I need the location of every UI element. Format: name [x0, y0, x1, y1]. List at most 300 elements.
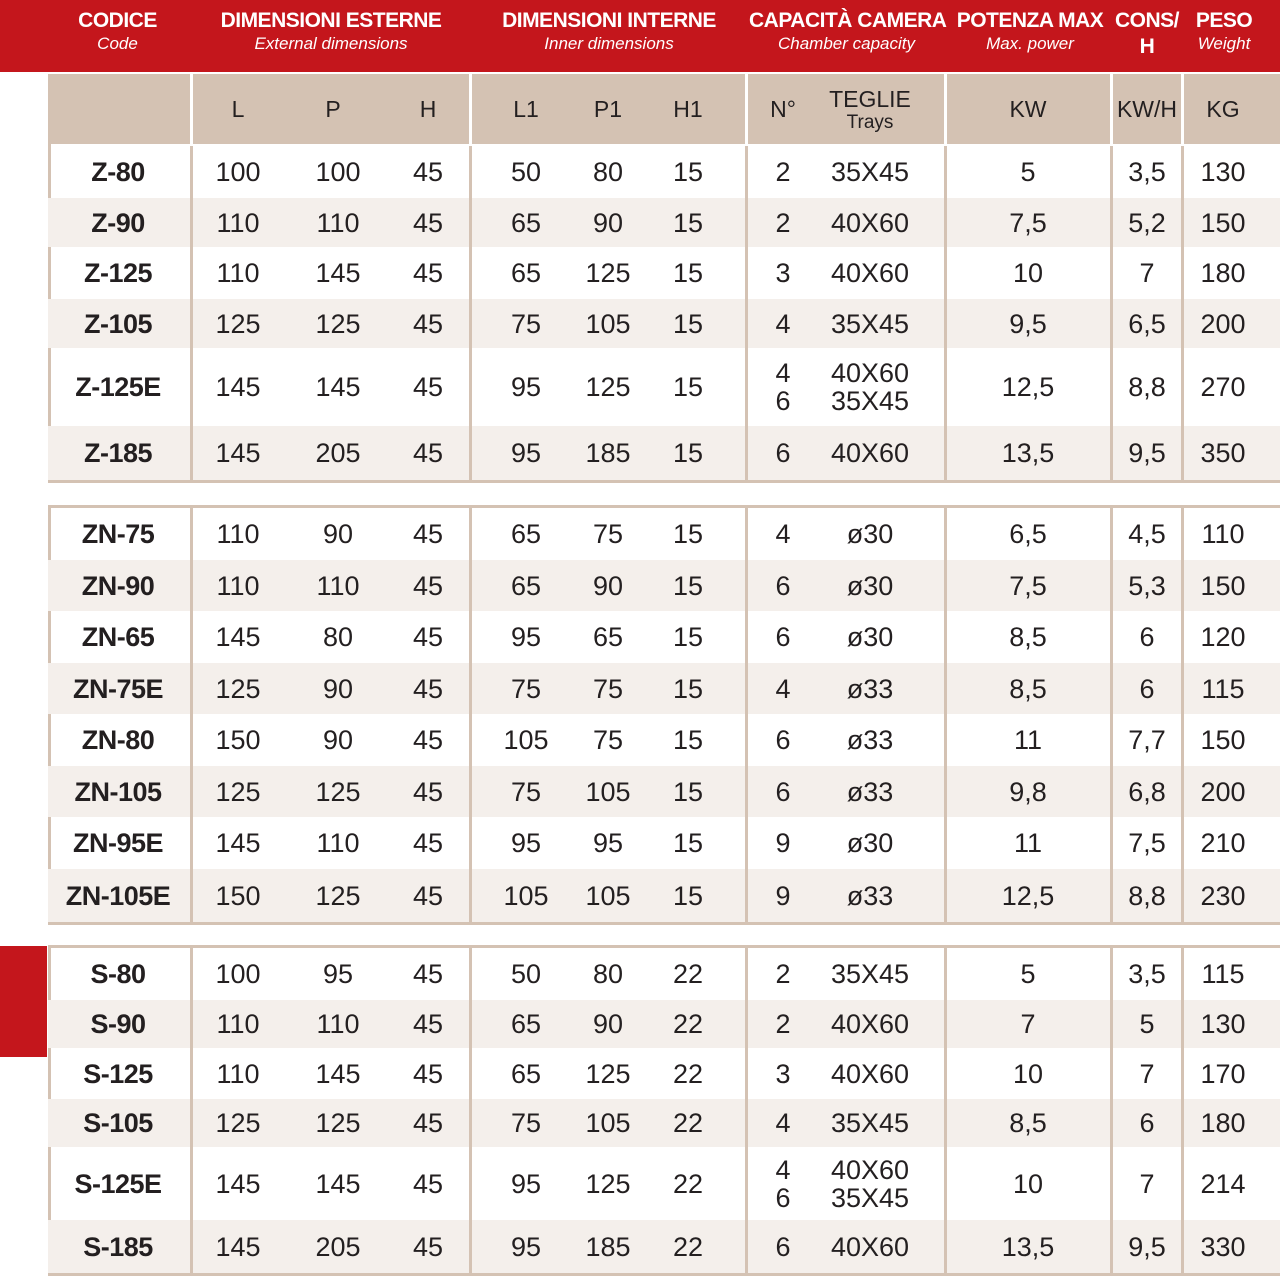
cell-trays	[820, 1220, 920, 1273]
column-divider	[745, 948, 748, 1273]
cell-trays	[820, 146, 920, 198]
subheader-P1: P1	[593, 95, 623, 122]
table-row	[48, 299, 1280, 348]
header-inner-subtitle: Inner dimensions	[544, 34, 674, 53]
column-divider	[745, 508, 748, 922]
cell-line: ø30	[846, 570, 894, 601]
cell-P: 205	[315, 1231, 361, 1262]
table-row	[48, 948, 1280, 1000]
column-divider	[1110, 146, 1113, 480]
cell-line: 6	[775, 622, 791, 652]
subheader-L: L	[231, 95, 245, 122]
cell-line: 4	[775, 308, 791, 339]
cell-kwh: 6,8	[1128, 776, 1166, 807]
cell-P: 205	[315, 438, 361, 468]
cell-trays	[820, 560, 920, 611]
header-code-subtitle: Code	[97, 34, 138, 53]
cell-P1: 90	[592, 1009, 624, 1039]
cell-L: 125	[215, 776, 261, 807]
cell-n	[753, 1099, 813, 1147]
column-divider	[190, 948, 193, 1273]
cell-P: 125	[315, 1108, 361, 1138]
cell-line: 6	[775, 570, 791, 601]
subheader-divider	[1181, 74, 1184, 144]
cell-kg: 110	[1201, 519, 1245, 549]
cell-H: 45	[412, 725, 444, 755]
cell-H: 45	[412, 959, 444, 989]
cell-L: 145	[215, 1168, 261, 1199]
cell-line: 6	[775, 386, 791, 416]
cell-P1: 185	[585, 1231, 631, 1262]
header-weight-title: PESO	[1195, 9, 1253, 32]
cell-trays	[820, 869, 920, 922]
cell-H: 45	[412, 372, 444, 402]
cell-line: 9	[775, 828, 791, 858]
cell-n	[753, 1220, 813, 1273]
cell-kwh: 8,8	[1128, 880, 1166, 911]
cell-L1: 95	[510, 438, 542, 468]
cell-H1: 22	[672, 1009, 704, 1039]
cell-line: ø30	[846, 622, 894, 652]
cell-L1: 75	[510, 308, 542, 339]
cell-P: 145	[315, 258, 361, 288]
subheader-P: P	[325, 95, 341, 122]
header-chamber-subtitle: Chamber capacity	[777, 34, 915, 53]
cell-trays	[820, 426, 920, 480]
cell-kg: 180	[1200, 258, 1246, 288]
cell-H1: 22	[672, 959, 704, 989]
cell-P1: 105	[585, 308, 631, 339]
cell-trays	[820, 766, 920, 817]
cell-code: S-185	[83, 1231, 153, 1262]
cell-L: 110	[216, 519, 260, 549]
cell-line: 35X45	[830, 157, 910, 187]
cell-n	[753, 948, 813, 1000]
header-cons	[1112, 8, 1182, 60]
cell-kg: 150	[1200, 570, 1246, 601]
subheader-kwh: KW/H	[1116, 95, 1178, 122]
header-inner	[473, 8, 745, 54]
cell-P1: 80	[592, 157, 624, 187]
cell-kwh: 5	[1139, 1009, 1155, 1039]
cell-kwh: 6	[1139, 1108, 1155, 1138]
cell-kw: 12,5	[1001, 372, 1055, 402]
subheader-L1: L1	[513, 95, 539, 122]
cell-line: 35X45	[830, 386, 910, 416]
cell-kw: 10	[1012, 1058, 1044, 1089]
cell-P: 110	[316, 828, 360, 858]
cell-H1: 15	[672, 519, 704, 549]
cell-L1: 65	[510, 570, 542, 601]
cell-n	[753, 714, 813, 766]
cell-kg: 115	[1201, 959, 1245, 989]
cell-trays	[820, 1099, 920, 1147]
cell-H1: 22	[672, 1058, 704, 1089]
cell-L1: 65	[510, 258, 542, 288]
cell-L: 125	[215, 673, 261, 704]
cell-H1: 15	[672, 673, 704, 704]
cell-L1: 95	[510, 622, 542, 652]
column-divider	[190, 508, 193, 922]
cell-kw: 5	[1020, 959, 1036, 989]
cell-H: 45	[412, 622, 444, 652]
header-external	[195, 8, 467, 54]
cell-L1: 95	[510, 372, 542, 402]
cell-L1: 105	[503, 880, 549, 911]
cell-n	[753, 1048, 813, 1099]
cell-P1: 105	[585, 880, 631, 911]
cell-H: 45	[412, 880, 444, 911]
cell-n	[753, 766, 813, 817]
cell-P1: 125	[585, 1168, 631, 1199]
cell-trays	[820, 948, 920, 1000]
cell-P: 145	[315, 372, 361, 402]
cell-line: 6	[775, 1182, 791, 1213]
cell-P1: 125	[585, 258, 631, 288]
cell-L: 145	[215, 372, 261, 402]
cell-kw: 11	[1013, 725, 1043, 755]
header-code	[55, 8, 180, 54]
subheader-H1: H1	[673, 95, 703, 122]
cell-line: 6	[775, 725, 791, 755]
cell-kw: 5	[1020, 157, 1036, 187]
cell-kwh: 3,5	[1128, 157, 1166, 187]
cell-line: 3	[775, 258, 791, 288]
column-subheader	[48, 74, 1280, 144]
cell-line: 2	[775, 959, 791, 989]
column-divider	[944, 948, 947, 1273]
cell-code: S-90	[90, 1009, 146, 1039]
cell-kw: 6,5	[1009, 519, 1047, 549]
column-divider	[1110, 948, 1113, 1273]
cell-code: ZN-95E	[72, 828, 164, 858]
cell-kw: 13,5	[1001, 1231, 1055, 1262]
cell-trays	[820, 1000, 920, 1048]
subheader-divider	[190, 74, 193, 144]
cell-trays	[820, 198, 920, 247]
cell-kg: 330	[1200, 1231, 1246, 1262]
cell-code: S-125E	[74, 1168, 162, 1199]
cell-H1: 15	[672, 622, 704, 652]
cell-kw: 7,5	[1009, 570, 1047, 601]
table-row	[48, 817, 1280, 869]
cell-trays	[820, 1147, 920, 1220]
cell-line: 40X60	[830, 1009, 910, 1039]
cell-kw: 8,5	[1009, 673, 1047, 704]
table-row	[48, 247, 1280, 299]
subheader-divider	[469, 74, 472, 144]
cell-kw: 10	[1012, 258, 1044, 288]
cell-code: ZN-80	[81, 725, 155, 755]
cell-n	[753, 508, 813, 560]
header-weight	[1186, 8, 1262, 54]
cell-P: 80	[322, 622, 354, 652]
header-inner-title: DIMENSIONI INTERNE	[502, 9, 716, 32]
cell-H: 45	[412, 258, 444, 288]
cell-L1: 65	[510, 1009, 542, 1039]
cell-trays	[820, 611, 920, 663]
cell-line: ø33	[846, 880, 894, 911]
cell-H1: 15	[672, 570, 704, 601]
cell-code: S-105	[83, 1108, 153, 1138]
table-row	[48, 869, 1280, 922]
column-divider	[944, 146, 947, 480]
cell-line: 40X60	[830, 358, 910, 388]
cell-H: 45	[412, 157, 444, 187]
column-divider	[469, 948, 472, 1273]
cell-P1: 75	[592, 519, 624, 549]
cell-kg: 130	[1200, 1009, 1246, 1039]
cell-P1: 90	[592, 570, 624, 601]
cell-line: 9	[775, 880, 791, 911]
subheader-trays-title: TEGLIE	[829, 85, 911, 112]
cell-kg: 230	[1200, 880, 1246, 911]
cell-kw: 8,5	[1009, 622, 1047, 652]
cell-L1: 65	[510, 519, 542, 549]
cell-line: 35X45	[830, 1182, 910, 1213]
cell-code: ZN-90	[81, 570, 155, 601]
cell-kwh: 7,5	[1128, 828, 1166, 858]
table-header-bar	[0, 0, 1280, 72]
section-tab-marker	[0, 946, 47, 1057]
cell-H: 45	[412, 1108, 444, 1138]
cell-kg: 210	[1200, 828, 1246, 858]
header-cons-subtitle: H	[1139, 35, 1155, 58]
cell-n	[753, 560, 813, 611]
cell-line: 40X60	[830, 207, 910, 238]
cell-kw: 10	[1012, 1168, 1044, 1199]
subheader-trays-subtitle: Trays	[846, 111, 894, 133]
cell-line: 40X60	[830, 1058, 910, 1089]
column-divider	[1181, 508, 1184, 922]
cell-kwh: 7	[1139, 1168, 1155, 1199]
cell-H1: 15	[672, 828, 704, 858]
cell-kg: 214	[1200, 1168, 1246, 1199]
subheader-kw: KW	[1009, 95, 1047, 122]
cell-kg: 270	[1200, 372, 1246, 402]
cell-code: Z-105	[83, 308, 153, 339]
cell-line: 2	[775, 207, 791, 238]
cell-line: ø33	[846, 725, 894, 755]
cell-line: 2	[775, 1009, 791, 1039]
header-code-title: CODICE	[78, 9, 157, 32]
cell-L: 110	[216, 258, 260, 288]
cell-n	[753, 611, 813, 663]
cell-P1: 125	[585, 372, 631, 402]
subheader-H: H	[419, 95, 437, 122]
column-divider	[944, 508, 947, 922]
header-power-subtitle: Max. power	[986, 34, 1074, 53]
table-row	[48, 766, 1280, 817]
cell-kw: 9,8	[1009, 776, 1047, 807]
cell-line: ø33	[846, 776, 894, 807]
cell-line: 6	[775, 776, 791, 807]
cell-code: S-125	[83, 1058, 153, 1089]
cell-n	[753, 426, 813, 480]
cell-n	[753, 299, 813, 348]
cell-code: ZN-65	[81, 622, 155, 652]
cell-trays	[820, 817, 920, 869]
cell-kwh: 6	[1139, 673, 1155, 704]
cell-L: 145	[215, 622, 261, 652]
subheader-divider	[745, 74, 748, 144]
cell-kg: 170	[1200, 1058, 1246, 1089]
table-row	[48, 1220, 1280, 1273]
cell-H1: 15	[672, 258, 704, 288]
cell-H: 45	[412, 519, 444, 549]
cell-P1: 80	[592, 959, 624, 989]
cell-kwh: 6	[1139, 622, 1155, 652]
cell-line: 3	[775, 1058, 791, 1089]
cell-H1: 15	[672, 207, 704, 238]
cell-line: 35X45	[830, 308, 910, 339]
table-row	[48, 198, 1280, 247]
cell-kg: 150	[1200, 207, 1246, 238]
cell-line: 40X60	[830, 258, 910, 288]
cell-P1: 90	[592, 207, 624, 238]
table-row	[48, 1147, 1280, 1220]
cell-L: 145	[215, 438, 261, 468]
table-row	[48, 560, 1280, 611]
cell-line: 4	[775, 1154, 791, 1185]
column-divider	[469, 146, 472, 480]
cell-L1: 65	[510, 207, 542, 238]
cell-H: 45	[412, 828, 444, 858]
cell-H: 45	[412, 1231, 444, 1262]
cell-line: 4	[775, 358, 791, 388]
cell-kw: 11	[1013, 828, 1043, 858]
cell-P: 100	[315, 157, 361, 187]
table-row	[48, 348, 1280, 426]
cell-n	[753, 817, 813, 869]
table-row	[48, 426, 1280, 480]
cell-n	[753, 348, 813, 426]
header-power-title: POTENZA MAX	[956, 9, 1104, 32]
table-row	[48, 663, 1280, 714]
cell-P: 145	[315, 1168, 361, 1199]
cell-n	[753, 663, 813, 714]
cell-kwh: 9,5	[1128, 1231, 1166, 1262]
cell-H: 45	[412, 1009, 444, 1039]
cell-kg: 200	[1200, 776, 1246, 807]
cell-kg: 120	[1200, 622, 1246, 652]
cell-L: 150	[215, 880, 261, 911]
cell-H1: 15	[672, 776, 704, 807]
table-row	[48, 1048, 1280, 1099]
cell-line: 6	[775, 1231, 791, 1262]
cell-line: 4	[775, 519, 791, 549]
cell-H: 45	[412, 1058, 444, 1089]
cell-kwh: 6,5	[1128, 308, 1166, 339]
cell-L: 150	[215, 725, 261, 755]
cell-kwh: 3,5	[1128, 959, 1166, 989]
cell-P: 95	[322, 959, 354, 989]
cell-code: S-80	[90, 959, 146, 989]
cell-code: Z-125	[83, 258, 153, 288]
header-external-title: DIMENSIONI ESTERNE	[220, 9, 442, 32]
cell-line: 4	[775, 673, 791, 704]
cell-H1: 15	[672, 372, 704, 402]
cell-H: 45	[412, 438, 444, 468]
cell-trays	[820, 348, 920, 426]
cell-kw: 9,5	[1009, 308, 1047, 339]
cell-n	[753, 1000, 813, 1048]
cell-H1: 15	[672, 438, 704, 468]
header-power	[950, 8, 1110, 54]
cell-P: 125	[315, 880, 361, 911]
table-row	[48, 1099, 1280, 1147]
cell-H1: 15	[672, 880, 704, 911]
cell-trays	[820, 663, 920, 714]
subheader-trays	[820, 74, 920, 144]
cell-line: ø30	[846, 828, 894, 858]
cell-trays	[820, 714, 920, 766]
cell-H1: 15	[672, 157, 704, 187]
cell-H: 45	[412, 570, 444, 601]
cell-H1: 15	[672, 308, 704, 339]
cell-line: 40X60	[830, 1154, 910, 1185]
column-divider	[1181, 948, 1184, 1273]
cell-code: ZN-75	[81, 519, 155, 549]
cell-line: 2	[775, 157, 791, 187]
cell-P: 145	[315, 1058, 361, 1089]
cell-L: 125	[215, 308, 261, 339]
cell-P: 90	[322, 519, 354, 549]
cell-P: 90	[322, 725, 354, 755]
cell-L: 145	[215, 1231, 261, 1262]
cell-H: 45	[412, 207, 444, 238]
subheader-kg: KG	[1206, 95, 1240, 122]
cell-line: 6	[775, 438, 791, 468]
cell-code: ZN-75E	[72, 673, 164, 704]
cell-kg: 180	[1200, 1108, 1246, 1138]
cell-line: 35X45	[830, 959, 910, 989]
cell-P: 90	[322, 673, 354, 704]
cell-kg: 200	[1200, 308, 1246, 339]
cell-H1: 15	[672, 725, 704, 755]
cell-code: ZN-105E	[65, 880, 171, 911]
header-external-subtitle: External dimensions	[254, 34, 408, 53]
cell-code: Z-80	[91, 157, 145, 187]
cell-code: Z-185	[83, 438, 153, 468]
cell-line: ø30	[846, 519, 894, 549]
cell-L1: 95	[510, 828, 542, 858]
column-divider	[469, 508, 472, 922]
cell-code: Z-90	[91, 207, 145, 238]
cell-kwh: 7,7	[1128, 725, 1166, 755]
cell-kwh: 7	[1139, 1058, 1155, 1089]
cell-L: 100	[215, 157, 261, 187]
table-row	[48, 611, 1280, 663]
cell-H: 45	[412, 776, 444, 807]
subheader-number: N°	[770, 95, 796, 122]
cell-P1: 65	[592, 622, 624, 652]
cell-H1: 22	[672, 1168, 704, 1199]
cell-kw: 7	[1020, 1009, 1036, 1039]
cell-P1: 95	[592, 828, 624, 858]
cell-trays	[820, 1048, 920, 1099]
cell-kg: 115	[1201, 673, 1245, 704]
cell-H1: 22	[672, 1231, 704, 1262]
cell-kwh: 4,5	[1128, 519, 1166, 549]
table-row	[48, 1000, 1280, 1048]
cell-kwh: 5,3	[1128, 570, 1166, 601]
cell-kw: 13,5	[1001, 438, 1055, 468]
cell-kwh: 5,2	[1128, 207, 1166, 238]
header-chamber-title: CAPACITÀ CAMERA	[749, 9, 947, 32]
header-weight-subtitle: Weight	[1197, 34, 1251, 53]
cell-L1: 75	[510, 673, 542, 704]
